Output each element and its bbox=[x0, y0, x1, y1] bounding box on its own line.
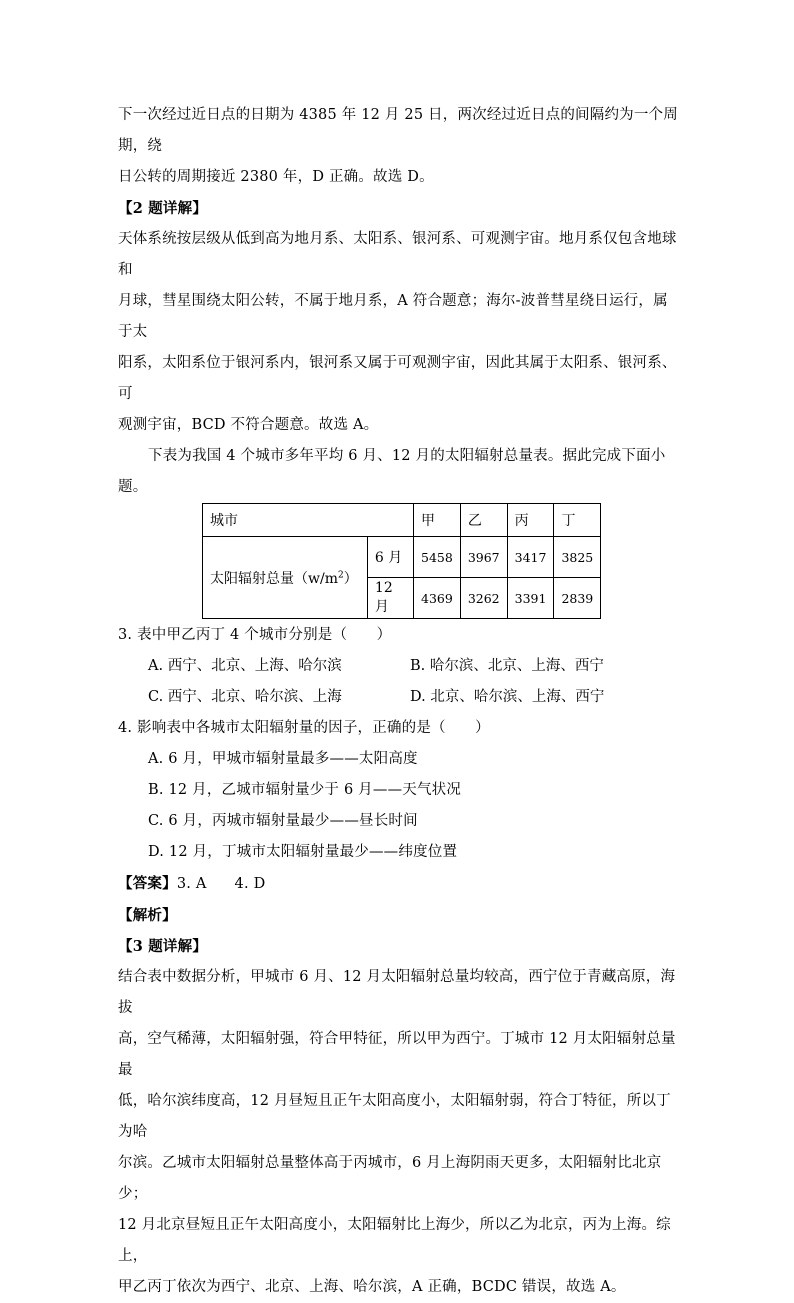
q4-option-c: C. 6 月，丙城市辐射量最少——昼长时间 bbox=[148, 813, 418, 829]
q3-stem: 3. 表中甲乙丙丁 4 个城市分别是（ ） bbox=[118, 627, 392, 643]
month-cell: 6 月 bbox=[367, 537, 413, 578]
city-header: 乙 bbox=[460, 504, 507, 537]
q3-line: 高，空气稀薄，太阳辐射强，符合甲特征，所以甲为西宁。丁城市 12 月太阳辐射总量最 bbox=[118, 1031, 676, 1078]
q3-line: 低，哈尔滨纬度高，12 月昼短且正午太阳高度小，太阳辐射弱，符合丁特征，所以丁为哈 bbox=[118, 1093, 671, 1140]
value-cell: 5458 bbox=[414, 537, 461, 578]
q3-line: 12 月北京昼短且正午太阳高度小，太阳辐射比上海少，所以乙为北京，丙为上海。综上， bbox=[118, 1217, 671, 1264]
city-header: 丙 bbox=[507, 504, 554, 537]
q2-line: 天体系统按层级从低到高为地月系、太阳系、银河系、可观测宇宙。地月系仅包含地球和 bbox=[118, 231, 677, 278]
month-cell: 12 月 bbox=[367, 578, 413, 619]
answer-3: 3. A bbox=[176, 876, 207, 892]
table-row bbox=[203, 537, 601, 578]
table-header-label: 城市 bbox=[203, 504, 414, 537]
q2-line: 阳系，太阳系位于银河系内，银河系又属于可观测宇宙，因此其属于太阳系、银河系、可 bbox=[118, 355, 677, 402]
q4-option-d: D. 12 月，丁城市太阳辐射量最少——纬度位置 bbox=[148, 844, 458, 860]
q4-option-a: A. 6 月，甲城市辐射量最多——太阳高度 bbox=[148, 751, 418, 767]
q2-line: 月球，彗星围绕太阳公转，不属于地月系，A 符合题意；海尔-波普彗星绕日运行，属于太 bbox=[118, 293, 668, 340]
q3-option-b: B. 哈尔滨、北京、上海、西宁 bbox=[410, 658, 604, 674]
q3-option-a: A. 西宁、北京、上海、哈尔滨 bbox=[148, 658, 342, 674]
analysis-label: 【解析】 bbox=[118, 907, 177, 924]
city-header: 甲 bbox=[414, 504, 461, 537]
city-header: 丁 bbox=[554, 504, 601, 537]
q4-options bbox=[148, 744, 678, 868]
answer-label: 【答案】 bbox=[118, 875, 177, 892]
value-cell: 3825 bbox=[554, 537, 601, 578]
value-cell: 3391 bbox=[507, 578, 554, 619]
q3-option-d: D. 北京、哈尔滨、上海、西宁 bbox=[410, 689, 605, 705]
q3-option-c: C. 西宁、北京、哈尔滨、上海 bbox=[148, 689, 342, 705]
row-label-end: ） bbox=[343, 570, 358, 587]
row-label bbox=[203, 537, 368, 619]
q2-line: 观测宇宙，BCD 不符合题意。故选 A。 bbox=[118, 417, 379, 433]
q3-line: 甲乙丙丁依次为西宁、北京、上海、哈尔滨，A 正确，BCDC 错误，故选 A。 bbox=[118, 1279, 626, 1295]
intro-line: 下一次经过近日点的日期为 4385 年 12 月 25 日，两次经过近日点的间隔约为一个周期，绕 bbox=[118, 107, 678, 154]
row-label-text: 太阳辐射总量（w/m bbox=[210, 570, 338, 587]
value-cell: 3417 bbox=[507, 537, 554, 578]
q3-line: 结合表中数据分析，甲城市 6 月、12 月太阳辐射总量均较高，西宁位于青藏高原，海拔 bbox=[118, 969, 676, 1016]
intro-line: 日公转的周期接近 2380 年，D 正确。故选 D。 bbox=[118, 169, 434, 185]
q4-stem: 4. 影响表中各城市太阳辐射量的因子，正确的是（ ） bbox=[118, 720, 490, 736]
q2-header: 【2 题详解】 bbox=[118, 200, 208, 217]
radiation-table bbox=[202, 503, 601, 619]
table-intro: 下表为我国 4 个城市多年平均 6 月、12 月的太阳辐射总量表。据此完成下面小题。 bbox=[118, 448, 666, 495]
q3-options bbox=[148, 651, 678, 713]
answer-line bbox=[118, 868, 678, 900]
row-label-superscript: 2 bbox=[337, 569, 344, 580]
value-cell: 2839 bbox=[554, 578, 601, 619]
q3-header: 【3 题详解】 bbox=[118, 938, 208, 955]
value-cell: 3262 bbox=[460, 578, 507, 619]
answer-4: 4. D bbox=[234, 876, 266, 892]
value-cell: 4369 bbox=[414, 578, 461, 619]
q3-line: 尔滨。乙城市太阳辐射总量整体高于丙城市，6 月上海阴雨天更多，太阳辐射比北京少； bbox=[118, 1155, 662, 1202]
table-header-row bbox=[203, 504, 601, 537]
q4-option-b: B. 12 月，乙城市辐射量少于 6 月——天气状况 bbox=[148, 782, 462, 798]
value-cell: 3967 bbox=[460, 537, 507, 578]
